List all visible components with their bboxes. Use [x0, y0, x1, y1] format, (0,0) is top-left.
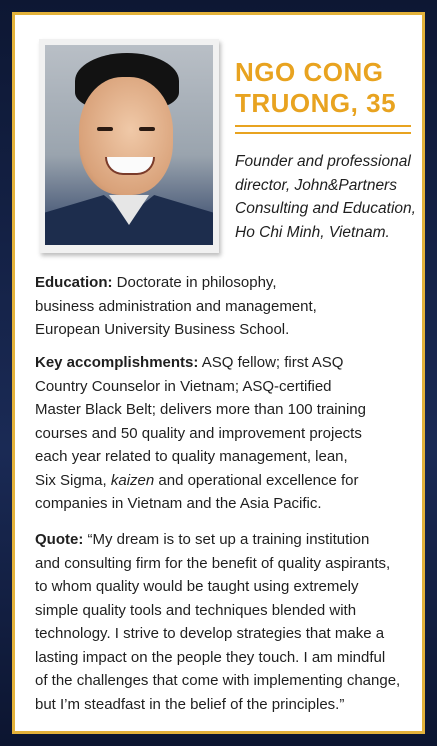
quote-line: but I’m steadfast in the belief of the principles.” — [35, 695, 345, 713]
accomplishments-label: Key accomplishments: — [35, 354, 199, 371]
quote-line: of the challenges that come with implementing change, — [35, 672, 401, 689]
quote-section — [35, 528, 415, 716]
accomplishments-section — [35, 351, 415, 516]
quote-line: to whom quality would be taught using extremely — [35, 578, 359, 595]
name-line-1: NGO CONG — [235, 57, 384, 87]
education-section — [35, 271, 415, 342]
accomplishments-text: and operational excellence for — [154, 471, 359, 489]
role-line: Ho Chi Minh, Vietnam. — [235, 223, 390, 241]
kaizen-term: kaizen — [110, 471, 155, 489]
role-line: director, John&Partners — [235, 176, 397, 194]
name-line-2: TRUONG, 35 — [235, 88, 397, 118]
quote-text: “My dream is to set up a training institution — [83, 531, 370, 548]
quote-line — [35, 528, 415, 552]
accomplishments-text: Six Sigma, — [35, 471, 111, 489]
quote-line: lasting impact on the people they touch. I am mindful — [35, 648, 386, 666]
accomplishments-line — [35, 469, 415, 493]
portrait-eye-left — [97, 127, 113, 131]
education-line: European University Business School. — [35, 321, 290, 338]
quote-line: and consulting firm for the benefit of quality aspirants, — [35, 554, 391, 572]
accomplishments-line: Master Black Belt; delivers more than 100 training — [35, 401, 366, 418]
education-line — [35, 271, 415, 295]
role-line: Founder and professional — [235, 153, 411, 170]
accomplishments-line: Country Counselor in Vietnam; ASQ-certified — [35, 377, 332, 395]
education-text: Doctorate in philosophy, — [112, 274, 277, 291]
accomplishments-line: companies in Vietnam and the Asia Pacific. — [35, 495, 322, 512]
profile-card — [12, 12, 425, 734]
person-name — [235, 57, 415, 119]
education-label: Education: — [35, 274, 113, 291]
quote-label: Quote: — [35, 531, 84, 548]
person-role — [235, 150, 425, 244]
quote-line: technology. I strive to develop strategies that make a — [35, 625, 385, 642]
name-divider — [235, 125, 411, 134]
portrait-face — [79, 77, 173, 195]
portrait-frame — [39, 39, 219, 253]
role-line: Consulting and Education, — [235, 200, 416, 217]
quote-line: simple quality tools and techniques blended with — [35, 601, 357, 619]
accomplishments-text: ASQ fellow; first ASQ — [198, 354, 344, 371]
accomplishments-line — [35, 351, 415, 375]
portrait-photo — [45, 45, 213, 245]
education-line: business administration and management, — [35, 297, 317, 315]
portrait-eye-right — [139, 127, 155, 131]
accomplishments-line: each year related to quality management, lean, — [35, 448, 348, 465]
accomplishments-line: courses and 50 quality and improvement projects — [35, 424, 362, 442]
